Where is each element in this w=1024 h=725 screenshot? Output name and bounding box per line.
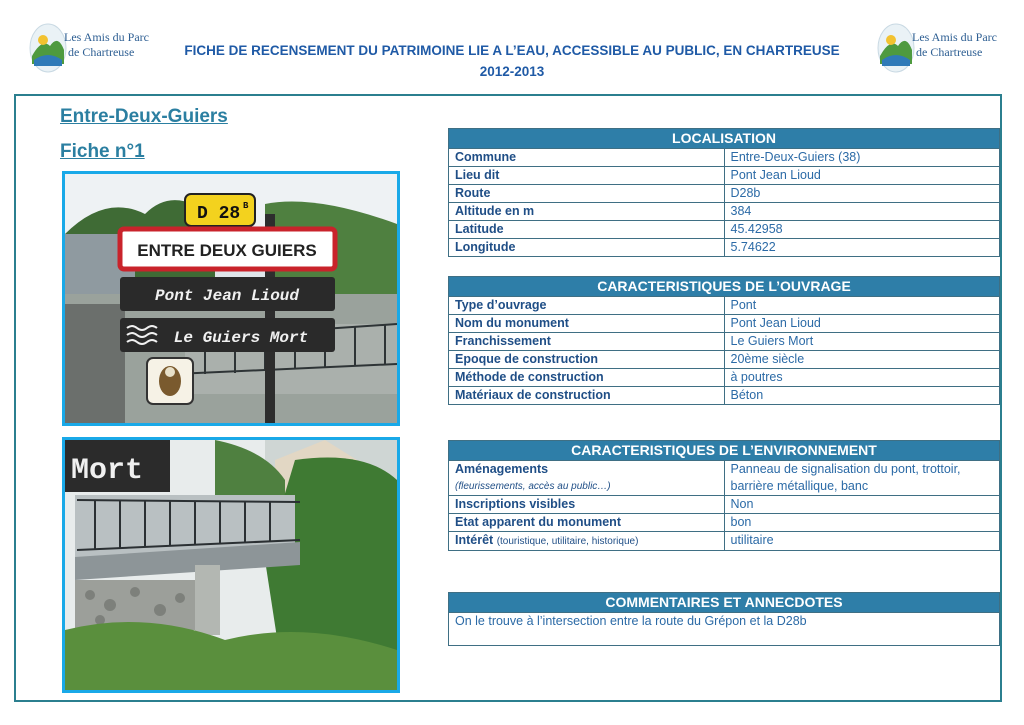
title-years: 2012-2013 [479,64,545,79]
table-row [449,203,1000,221]
field-label-interet [449,532,725,551]
field-value: 45.42958 [724,221,1000,239]
logo-emblem-icon [876,20,916,76]
field-label: Etat apparent du monument [449,514,725,532]
table-row [449,461,1000,496]
field-label: Franchissement [449,333,725,351]
field-value: bon [724,514,1000,532]
field-label: Longitude [449,239,725,257]
place-heading: Entre-Deux-Guiers [60,106,228,127]
sign-d28-sup: B [243,201,249,211]
field-value: Pont Jean Lioud [724,315,1000,333]
table-environnement [448,440,1000,551]
field-value: Béton [724,387,1000,405]
table-row [449,167,1000,185]
table-row [449,185,1000,203]
field-value: 5.74622 [724,239,1000,257]
table-row [449,496,1000,514]
logo-text-line2: de Chartreuse [916,45,983,59]
field-value-line: barrière métallique, banc [730,479,869,493]
title-line: FICHE DE RECENSEMENT DU PATRIMOINE LIE A L’EAU, ACCESSIBLE AU PUBLIC, EN CHARTREUSE [184,43,840,58]
field-label-amenagements [449,461,725,496]
field-value-amenagements [724,461,1000,496]
photo-bridge [62,437,400,693]
field-value: à poutres [724,369,1000,387]
page-title [160,40,864,82]
sign-mort-text: Mort [71,454,144,488]
field-label: Nom du monument [449,315,725,333]
field-value: utilitaire [724,532,1000,551]
table-ouvrage [448,276,1000,405]
section-header-commentaires: COMMENTAIRES ET ANNECDOTES [449,593,1000,613]
table-row [449,613,1000,646]
table-row [449,221,1000,239]
field-value: Le Guiers Mort [724,333,1000,351]
field-label: Lieu dit [449,167,725,185]
sign-river-text: Le Guiers Mort [173,329,309,347]
field-value: Non [724,496,1000,514]
logo-emblem-icon [28,20,68,76]
field-value-line: Panneau de signalisation du pont, trottoir, [730,462,961,476]
field-value: Entre-Deux-Guiers (38) [724,149,1000,167]
table-commentaires [448,592,1000,646]
field-label: Commune [449,149,725,167]
table-row [449,333,1000,351]
table-row [449,149,1000,167]
field-value: 384 [724,203,1000,221]
logo-amis-du-parc-right [876,20,996,76]
table-row [449,351,1000,369]
field-label: Route [449,185,725,203]
field-value: Pont [724,297,1000,315]
field-label: Altitude en m [449,203,725,221]
logo-text-line1: Les Amis du Parc [64,30,149,44]
field-label: Matériaux de construction [449,387,725,405]
field-label: Type d’ouvrage [449,297,725,315]
field-label: Méthode de construction [449,369,725,387]
field-label: Intérêt [455,533,494,547]
sign-bridge-text: Pont Jean Lioud [154,287,300,305]
field-note: (touristique, utilitaire, historique) [496,536,639,547]
section-header-ouvrage: CARACTERISTIQUES DE L’OUVRAGE [449,277,1000,297]
table-row [449,369,1000,387]
section-header-environnement: CARACTERISTIQUES DE L’ENVIRONNEMENT [449,441,1000,461]
table-row [449,315,1000,333]
field-note: (fleurissements, accès au public…) [455,481,611,492]
table-row [449,387,1000,405]
comment-text: On le trouve à l’intersection entre la route du Grépon et la D28b [449,613,1000,646]
photo-road-signs [62,171,400,426]
logo-text-line2: de Chartreuse [68,45,135,59]
logo-text-line1: Les Amis du Parc [912,30,997,44]
logo-amis-du-parc [28,20,148,76]
fiche-number: Fiche n°1 [60,141,145,162]
field-label: Inscriptions visibles [449,496,725,514]
table-row [449,532,1000,551]
field-label: Epoque de construction [449,351,725,369]
sign-d28-text: D 28 [197,204,241,224]
field-label: Aménagements [455,462,549,476]
section-header-localisation: LOCALISATION [449,129,1000,149]
sign-town-text: ENTRE DEUX GUIERS [137,241,317,260]
table-localisation [448,128,1000,257]
table-row [449,239,1000,257]
field-value: Pont Jean Lioud [724,167,1000,185]
table-row [449,514,1000,532]
field-value: D28b [724,185,1000,203]
table-row [449,297,1000,315]
field-label: Latitude [449,221,725,239]
field-value: 20ème siècle [724,351,1000,369]
